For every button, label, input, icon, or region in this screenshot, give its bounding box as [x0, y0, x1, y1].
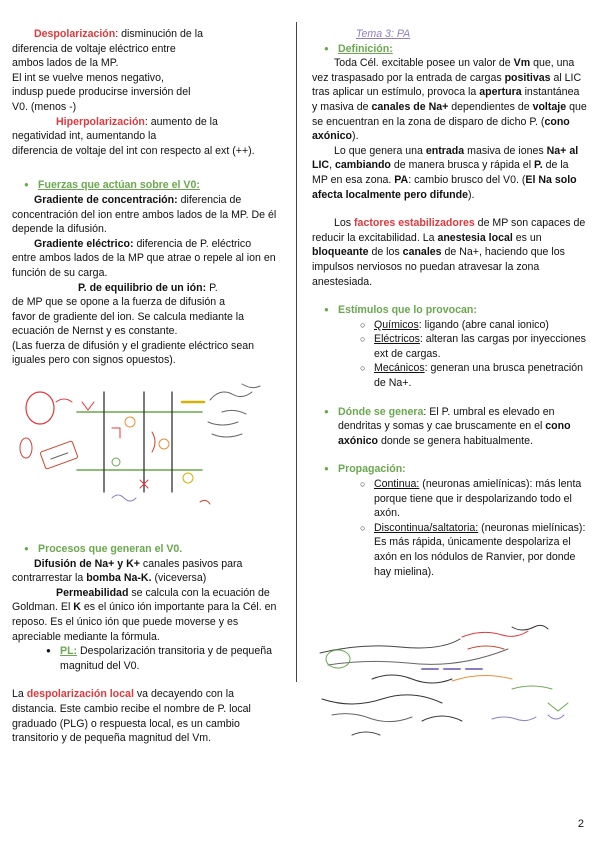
hiperpolarizacion-paragraph: Hiperpolarización: aumento de la: [56, 115, 218, 128]
despolarizacion-line: El int se vuelve menos negativo,: [12, 71, 164, 84]
propagacion-list: [312, 462, 587, 477]
fuerzas-list: [12, 178, 278, 193]
estimulo-item: ○ Eléctricos: alteran las cargas por inyecciones ext de cargas.: [360, 332, 587, 361]
factores-paragraph: Los factores estabilizadores de MP son capaces de reducir la excitabilidad. La anestesia local es un bloqueante de los canales de Na+, haciendo que los impulsos nerviosos no puedan atravesar la zona anestesiada.: [312, 217, 586, 288]
difusion-paragraph: Difusión de Na+ y K+ canales pasivos para contrarrestar la bomba Na-K. (viceversa): [12, 557, 243, 585]
propagacion-sublist: [312, 477, 587, 579]
estimulos-sublist: [312, 318, 587, 391]
hiperpolarizacion-line: diferencia de voltaje del int con respecto al ext (++).: [12, 144, 255, 157]
right-column: [312, 27, 587, 749]
tema-heading: Tema 3: PA: [356, 28, 411, 40]
estimulo-item: ○ Mecánicos: generan una brusca penetración de Na+.: [360, 361, 587, 390]
despolarizacion-paragraph: Despolarización: disminución de la: [34, 28, 203, 40]
hiperpolarizacion-line: negatividad int, aumentando la: [12, 130, 157, 143]
column-divider: [296, 22, 297, 682]
potencial-equilibrio-line: favor de gradiente del ion. Se calcula mediante la: [12, 310, 245, 323]
estimulos-list: [312, 303, 587, 318]
despolarizacion-line: ambos lados de la MP.: [12, 57, 119, 70]
gradiente-concentracion: Gradiente de concentración: diferencia de concentración del ion entre ambos lados de la MP. De él depende la difusión.: [12, 193, 277, 236]
potencial-equilibrio-line: de MP que se opone a la fuerza de difusión a: [12, 296, 226, 309]
despolarizacion-local-paragraph: La despolarización local va decayendo con la distancia. Este cambio recibe el nombre de P. local graduado (PLG) o respuesta local, es un cambio transitorio y de pequeña magnitud del Vm.: [12, 688, 251, 745]
propagacion-item: ○ Continua: (neuronas amielínicas): más lenta porque tiene que ir despolarizando todo el axón.: [360, 477, 587, 521]
propagacion-heading: ● Propagación:: [312, 462, 587, 477]
despolarizacion-line: V0. (menos -): [12, 100, 77, 113]
procesos-list: [12, 542, 278, 557]
donde-list: [312, 405, 587, 449]
procesos-heading: ● Procesos que generan el V0.: [12, 542, 278, 557]
page-number: 2: [577, 818, 584, 831]
despolarizacion-line: diferencia de voltaje eléctrico entre: [12, 42, 176, 55]
potencial-equilibrio-line: (Las fuerza de difusión y el gradiente eléctrico sean iguales pero con signos opuestos).: [12, 339, 255, 367]
despolarizacion-term: Despolarización: [34, 28, 116, 40]
propagation-sketch-image: [312, 619, 587, 749]
pl-item: ● PL: Despolarización transitoria y de pequeña magnitud del V0.: [34, 644, 278, 673]
potencial-equilibrio: P. de equilibrio de un ión: P.: [78, 281, 218, 294]
left-column: [12, 27, 278, 746]
fuerzas-heading: ● Fuerzas que actúan sobre el V0:: [12, 178, 278, 193]
gradiente-electrico: Gradiente eléctrico: diferencia de P. eléctrico entre ambos lados de la MP que atrae o repele al ion en función de su carga.: [12, 237, 276, 279]
estimulos-heading: ● Estímulos que lo provocan:: [312, 303, 587, 318]
despolarizacion-line: indusp puede producirse inversión del: [12, 86, 191, 99]
potencial-equilibrio-line: ecuación de Nernst y es constante.: [12, 325, 178, 338]
definicion-paragraph: Toda Cél. excitable posee un valor de Vm que, una vez traspasado por la entrada de cargas positivas al LIC tras aplicar un estímulo, provoca la apertura instantánea y masiva de canales de Na+ dependientes de voltaje que se encuentran en la zona de disparo de dicho P. (cono axónico).: [312, 57, 587, 143]
definicion-list: [312, 42, 587, 57]
permeabilidad-paragraph: Permeabilidad se calcula con la ecuación de Goldman. El K es el único ión importante para la Cél. en reposo. Es el único ión que puede moverse y es apreciable mediante la fórmula.: [12, 586, 277, 643]
hiperpolarizacion-term: Hiperpolarización: [56, 115, 145, 128]
membrane-sketch-image: [12, 372, 278, 532]
pl-list: [12, 644, 278, 673]
definicion-heading: ● Definición:: [312, 42, 587, 57]
estimulo-item: ○ Químicos: ligando (abre canal ionico): [360, 318, 587, 333]
propagacion-item: ○ Discontinua/saltatoria: (neuronas mielínicas): Es más rápida, únicamente despolariza el axón en los nódulos de Ranvier, por donde hay mielina).: [360, 521, 587, 579]
entrada-paragraph: Lo que genera una entrada masiva de iones Na+ al LIC, cambiando de manera brusca y rápida el P. de la MP en esa zona. PA: cambio brusco del V0. (El Na solo afecta localmente pero difunde).: [312, 144, 579, 201]
donde-item: ● Dónde se genera: El P. umbral es elevado en dendritas y somas y cae bruscamente en el cono axónico donde se genera habitualmente.: [312, 405, 587, 449]
